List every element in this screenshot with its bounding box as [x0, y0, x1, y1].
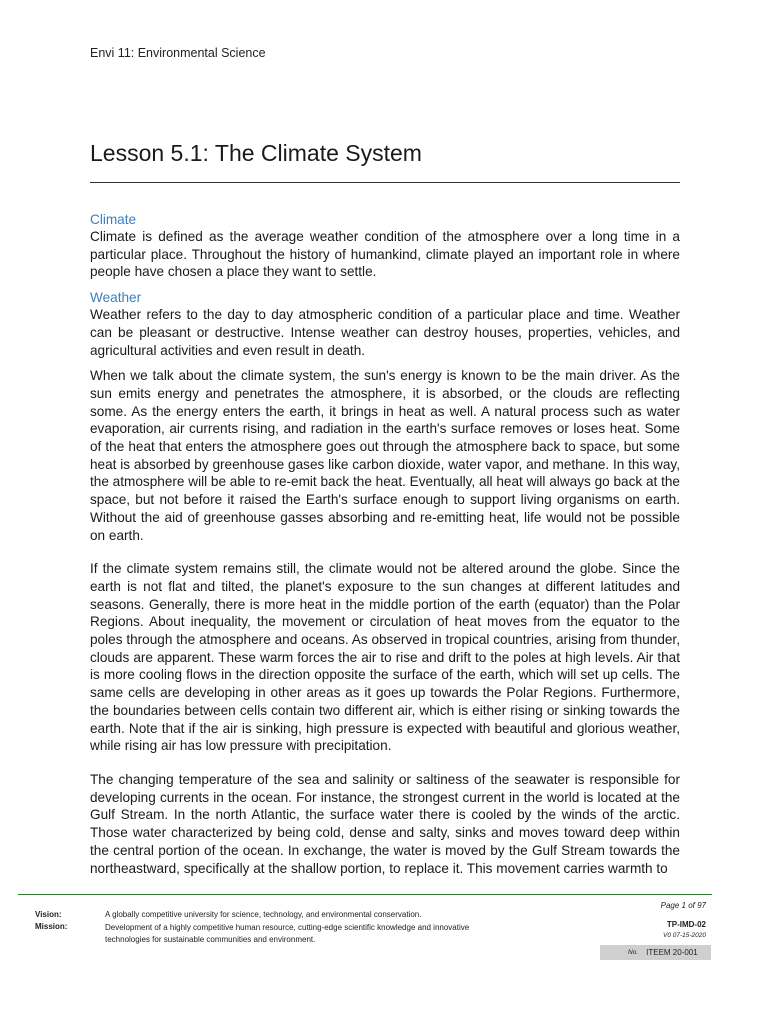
document-code: TP-IMD-02: [666, 920, 706, 929]
weather-heading: Weather: [90, 290, 142, 306]
lesson-content: [90, 211, 680, 877]
version-date: V0 07-15-2020: [662, 932, 706, 939]
vision-label: Vision:: [35, 910, 62, 919]
body-paragraph-ocean-currents: The changing temperature of the sea and salinity or saltiness of the seawater is responsible for developing currents in the ocean. For instance, the strongest current in the world is located at the Gulf Stream. In the north Atlantic, the surface water there is cooled by the winds of the arctic. Those water characterized by being cold, dense and salty, sinks and moves toward deep within the central portion of the ocean. In exchange, the water is moved by the Gulf Stream towards the northeastward, specifically at the shallow portion, to replace it. This movement carries warmth to: [90, 771, 680, 876]
course-header: Envi 11: Environmental Science: [90, 46, 266, 60]
document-number-label: No.: [628, 949, 639, 956]
lesson-title: Lesson 5.1: The Climate System: [90, 140, 422, 166]
climate-paragraph: Climate is defined as the average weather condition of the atmosphere over a long time in a particular place. Throughout the history of humankind, climate played an important role in where people have chosen a place they want to settle.: [90, 229, 680, 280]
mission-text: Development of a highly competitive human resource, cutting-edge scientific knowledge and innovative technologies for sustainable communities and environment.: [105, 923, 470, 944]
footer-divider: [18, 894, 712, 895]
document-number-value: ITEEM 20-001: [646, 948, 698, 957]
climate-heading: Climate: [90, 212, 137, 227]
document-number-box: [600, 945, 711, 960]
body-paragraph-sun-energy: When we talk about the climate system, the sun's energy is known to be the main driver. As the sun emits energy and penetrates the atmosphere, it is absorbed, or the clouds are reflecting some. As the energy enters the earth, it brings in heat as well. A natural process such as water evaporation, air currents rising, and radiation in the earth's surface removes or loses heat. Some of the heat that enters the atmosphere goes out through the atmosphere back to space, but some heat is absorbed by greenhouse gases like carbon dioxide, water vapor, and methane. In this way, the atmosphere will be able to re-emit back the heat. Eventually, all heat will always go back at the space, but not before it raised the Earth's surface enough to support living organisms on earth. Without the aid of greenhouse gasses absorbing and re-emitting heat, life would not be possible on earth.: [90, 368, 680, 543]
page-number: Page 1 of 97: [660, 901, 706, 910]
body-paragraph-heat-circulation: If the climate system remains still, the climate would not be altered around the globe. Since the earth is not flat and tilted, the planet's exposure to the sun changes at different latitudes and seasons. Generally, there is more heat in the middle portion of the earth (equator) than the Polar Regions. About inequality, the movement or circulation of heat moves from the equator to the poles through the atmosphere and oceans. As observed in tropical countries, arising from thunder, clouds are apparent. These warm forces the air to rise and drift to the poles at high levels. Air that is more cooling flows in the direction opposite the surface of the earth, which will set up cells. The same cells are developing in other areas as it goes up towards the Polar Regions. Furthermore, the boundaries between cells contain two different air, which is either rising or sinking towards the earth. Note that if the air is sinking, high pressure is expected with beautiful and glorious weather, while rising air has low pressure with precipitation.: [90, 561, 680, 754]
weather-paragraph: Weather refers to the day to day atmospheric condition of a particular place and time. Weather can be pleasant or destructive. Intense weather can destroy houses, properties, vehicles, and agricultural activities and even result in death.: [90, 307, 680, 358]
vision-text: A globally competitive university for science, technology, and environmental conservation.: [105, 910, 422, 919]
title-divider: [90, 182, 680, 183]
mission-label: Mission:: [35, 922, 68, 931]
